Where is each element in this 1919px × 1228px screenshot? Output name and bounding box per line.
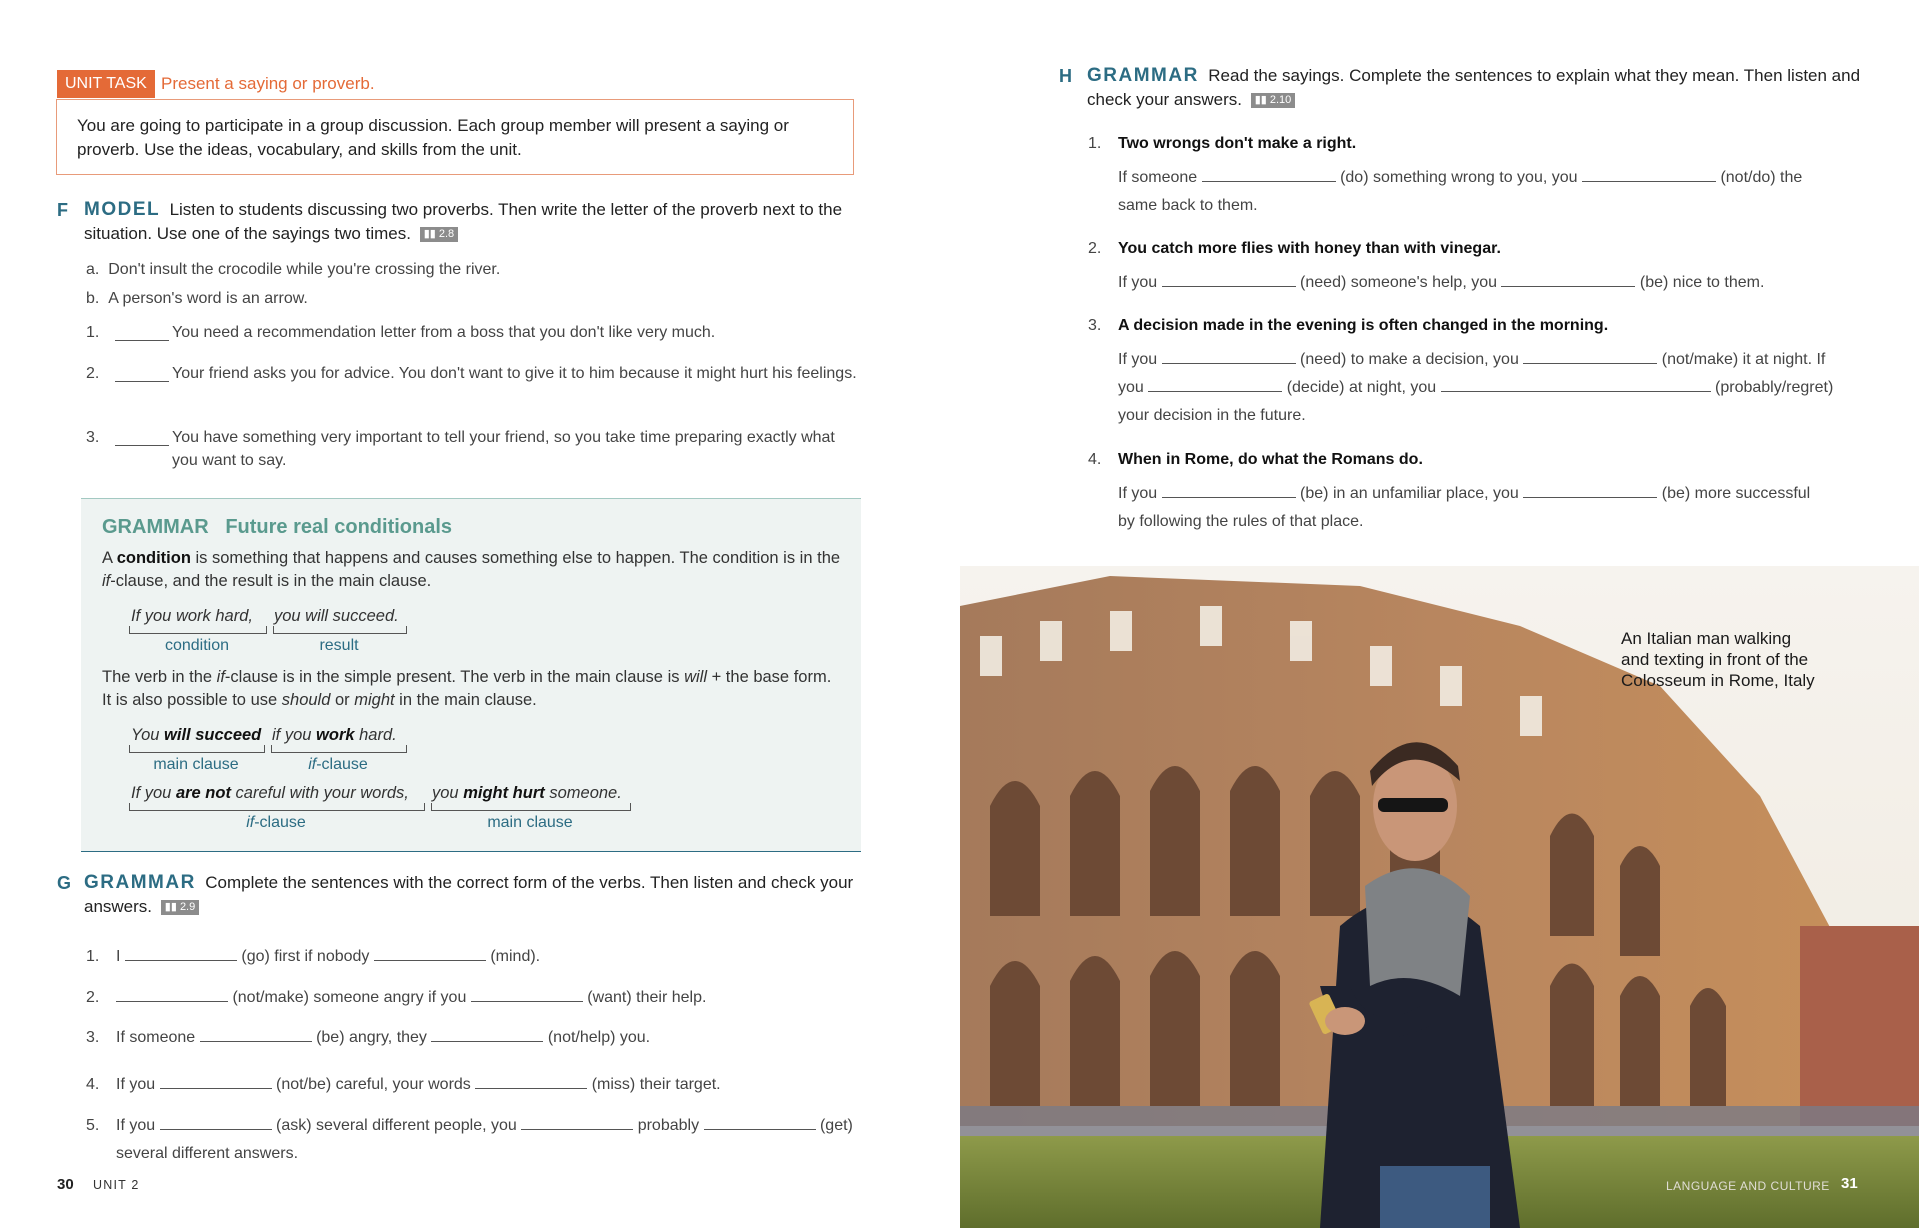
answer-blank[interactable]	[1501, 272, 1635, 287]
list-item: 1. I (go) first if nobody (mind).	[86, 948, 541, 965]
example-if-clause: if you work hard.	[272, 726, 397, 744]
section-g-heading: GRAMMAR	[84, 872, 196, 893]
list-item: 1. Two wrongs don't make a right.	[1088, 135, 1357, 152]
chapter-label: LANGUAGE AND CULTURE	[1666, 1179, 1830, 1193]
answer-blank[interactable]	[160, 1115, 272, 1130]
example-result: you will succeed.	[274, 607, 399, 625]
list-item-sentence: If you (be) in an unfamiliar place, you (be) more successful by following the rules of that place.	[1118, 485, 1811, 530]
answer-blank[interactable]	[116, 987, 228, 1002]
list-item: 3. You have something very important to tell your friend, so you take time preparing exactly what you want to say.	[86, 429, 835, 469]
page-number: 30	[57, 1176, 74, 1193]
answer-blank[interactable]	[115, 326, 169, 341]
example-main-clause: You will succeed	[131, 726, 262, 744]
audio-track-icon[interactable]: ▮▮ 2.9	[161, 900, 199, 915]
unit-task-tag: UNIT TASK	[57, 70, 155, 98]
list-item: 2. You catch more flies with honey than with vinegar.	[1088, 240, 1501, 257]
answer-blank[interactable]	[704, 1115, 816, 1130]
list-item: 3. A decision made in the evening is often changed in the morning.	[1088, 317, 1609, 334]
audio-track-icon[interactable]: ▮▮ 2.10	[1251, 93, 1296, 108]
bracket	[129, 626, 267, 634]
answer-blank[interactable]	[160, 1074, 272, 1089]
bracket	[129, 745, 265, 753]
label-if-clause-3: if-clause	[246, 814, 306, 831]
page-number-right: 31	[1841, 1175, 1858, 1192]
answer-blank[interactable]	[115, 367, 169, 382]
grammar-box-title: GRAMMAR Future real conditionals	[102, 516, 453, 538]
section-g-letter: G	[57, 873, 72, 893]
answer-blank[interactable]	[475, 1074, 587, 1089]
list-item-sentence: If you (need) someone's help, you (be) nice to them.	[1118, 274, 1765, 291]
option-a: a. Don't insult the crocodile while you're crossing the river.	[86, 261, 501, 278]
list-item: 2. Your friend asks you for advice. You don't want to give it to him because it might hurt his feelings.	[86, 365, 857, 382]
unit-label: UNIT 2	[93, 1178, 140, 1192]
answer-blank[interactable]	[471, 987, 583, 1002]
list-item: 4. When in Rome, do what the Romans do.	[1088, 451, 1423, 468]
example-condition: If you work hard,	[131, 607, 253, 625]
label-result: result	[319, 637, 359, 654]
unit-task-box	[56, 99, 854, 175]
answer-blank[interactable]	[1162, 349, 1296, 364]
section-h-letter: H	[1059, 66, 1072, 86]
section-f-instruction: MODEL Listen to students discussing two proverbs. Then write the letter of the proverb next to the situation. Use one of the sayings two times. ▮▮ 2.8	[84, 199, 843, 243]
answer-blank[interactable]	[1582, 167, 1716, 182]
label-main-clause: main clause	[153, 756, 239, 773]
section-h-heading: GRAMMAR	[1087, 65, 1199, 86]
list-item-sentence: If you (need) to make a decision, you (not/make) it at night. If you (decide) at night, you (probably/regret) your decision in the future.	[1118, 351, 1834, 424]
section-f-letter: F	[57, 200, 68, 220]
list-item: 4. If you (not/be) careful, your words (miss) their target.	[86, 1076, 721, 1093]
list-item: 3. If someone (be) angry, they (not/help) you.	[86, 1029, 651, 1046]
answer-blank[interactable]	[1441, 377, 1711, 392]
answer-blank[interactable]	[374, 946, 486, 961]
answer-blank[interactable]	[1523, 483, 1657, 498]
answer-blank[interactable]	[1148, 377, 1282, 392]
label-condition: condition	[164, 637, 230, 654]
bracket	[271, 745, 407, 753]
section-g-instruction: GRAMMAR Complete the sentences with the correct form of the verbs. Then listen and check your answers. ▮▮ 2.9	[84, 872, 854, 916]
bracket	[129, 803, 425, 811]
answer-blank[interactable]	[115, 431, 169, 446]
bracket	[431, 803, 631, 811]
list-item: 2. (not/make) someone angry if you (want) their help.	[86, 989, 707, 1006]
example-main-clause-3: you might hurt someone.	[432, 784, 622, 802]
answer-blank[interactable]	[1202, 167, 1336, 182]
answer-blank[interactable]	[125, 946, 237, 961]
label-if-clause: if-clause	[308, 756, 368, 773]
answer-blank[interactable]	[431, 1027, 543, 1042]
section-f-heading: MODEL	[84, 199, 161, 220]
answer-blank[interactable]	[200, 1027, 312, 1042]
option-b: b. A person's word is an arrow.	[86, 290, 308, 307]
answer-blank[interactable]	[1162, 272, 1296, 287]
unit-task-body: You are going to participate in a group discussion. Each group member will present a saying or proverb. Use the ideas, vocabulary, and skills from the unit.	[77, 116, 789, 159]
answer-blank[interactable]	[1523, 349, 1657, 364]
label-main-clause-3: main clause	[487, 814, 573, 831]
grammar-paragraph-2: The verb in the if-clause is in the simple present. The verb in the main clause is will + the base form. It is also possible to use should or might in the main clause.	[102, 668, 832, 709]
audio-track-icon[interactable]: ▮▮ 2.8	[420, 227, 458, 242]
left-page: UNIT TASK Present a saying or proverb. You are going to participate in a group discussion. Each group member will present a saying or proverb. Use the ideas, vocabulary, and skills from the unit. F MODEL Listen to students discussing two proverbs. Then write the letter of the proverb next to the situation. Use one of the sayings two times. ▮▮ 2.8 a. Don't insult the crocodile while you're crossing the river. b. A person's word is an arrow. 1. You need a recommendation letter from a boss that you don't like very much. 2. Your friend asks you for advice. You don't want to give it to him because it might hurt his feelings. 3. You have something very important to tell your friend, so you take time preparing exactly what you want to say. GRAMMAR Future real conditionals A condition is something that happens and causes something else to happen. The condition is in the if-clause, and the result is in the main clause. If you work hard, you will succeed. condition result The verb in the if-clause is in the simple present. The verb in the main clause is will + the base form. It is also possible to use should or might in the main clause. You will succeed if you work hard. main clause if-clause If you are not careful with your words, you might hurt someone. if-clause main clause G GRAMMAR Complete the sentences with the correct form of the verbs. Then listen and check your answers. ▮▮ 2.9 1. I (go) first if nobody (mind). 2. (not/make) someone angry if you (want) their help. 3. If someone (be) angry, they (not/help) you. 4. If you (not/be) careful, your words (miss) their target. 5. If you (ask) several different people, you probably (get) several different answers. 30 UNIT 2	[0, 0, 960, 1228]
list-item-sentence: If someone (do) something wrong to you, you (not/do) the same back to them.	[1118, 169, 1803, 214]
list-item: 5. If you (ask) several different people, you probably (get) several different answers.	[86, 1117, 853, 1162]
section-h-instruction: GRAMMAR Read the sayings. Complete the sentences to explain what they mean. Then listen and check your answers. ▮▮ 2.10	[1087, 65, 1861, 109]
photo-caption: An Italian man walking and texting in front of the Colosseum in Rome, Italy	[1621, 629, 1815, 690]
unit-task-title: Present a saying or proverb.	[161, 74, 375, 93]
bracket	[273, 626, 407, 634]
answer-blank[interactable]	[1162, 483, 1296, 498]
grammar-paragraph-1: A condition is something that happens and causes something else to happen. The condition is in the if-clause, and the result is in the main clause.	[102, 549, 841, 590]
example-if-clause-3: If you are not careful with your words,	[131, 784, 409, 802]
answer-blank[interactable]	[521, 1115, 633, 1130]
